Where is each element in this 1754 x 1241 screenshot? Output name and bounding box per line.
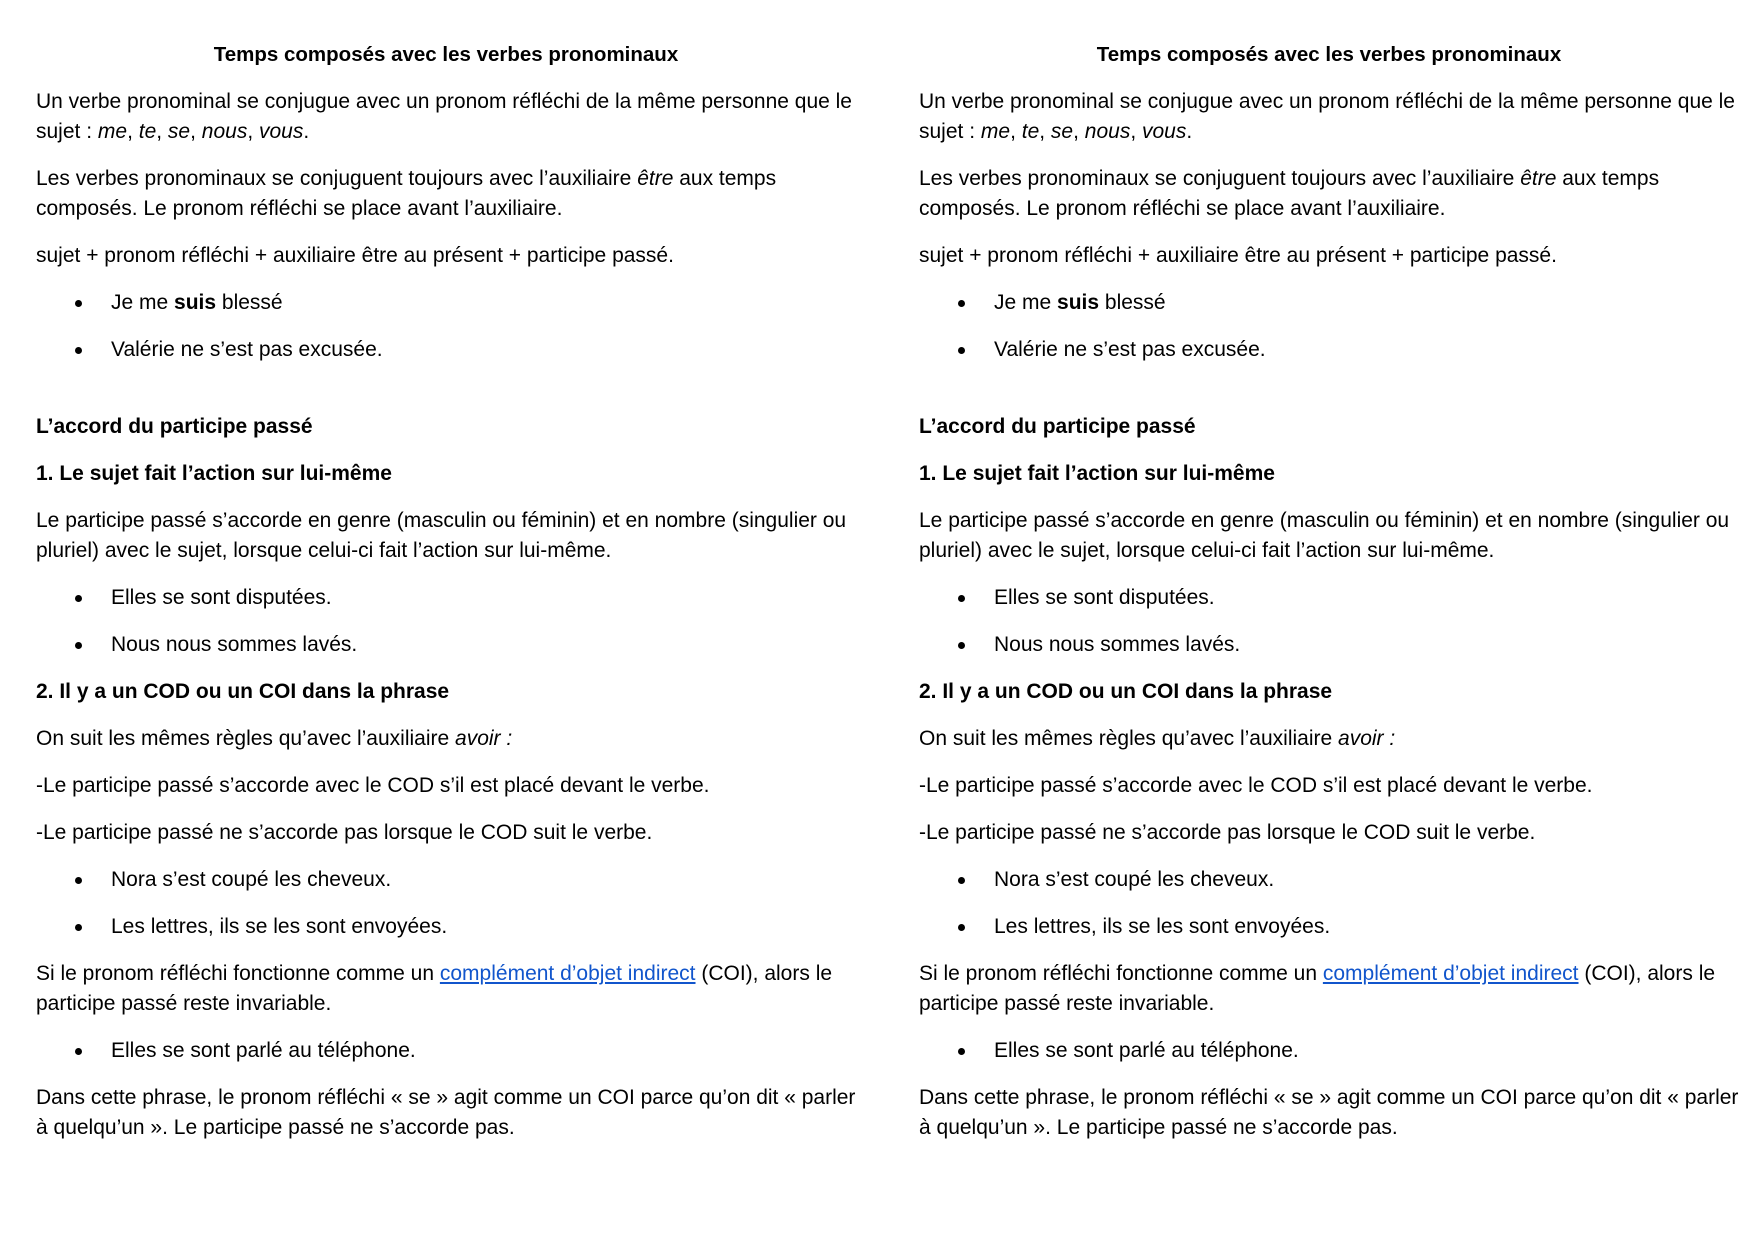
- pronoun-vous: vous: [259, 120, 304, 143]
- spacer: [919, 382, 1739, 412]
- left-column: [36, 40, 856, 1160]
- examples-list-1: [919, 288, 1739, 365]
- examples-list-2: [919, 583, 1739, 660]
- pronoun-me: me: [980, 120, 1011, 143]
- list-item: Elles se sont parlé au téléphone.: [919, 1036, 1739, 1066]
- list-item: Valérie ne s’est pas excusée.: [36, 335, 856, 365]
- coi-link[interactable]: complément d’objet indirect: [439, 962, 696, 985]
- examples-list-4: [36, 1036, 856, 1066]
- formula-line: sujet + pronom réfléchi + auxiliaire être au présent + participe passé.: [36, 244, 674, 267]
- pronoun-te: te: [138, 120, 157, 143]
- list-item: Les lettres, ils se les sont envoyées.: [919, 912, 1739, 942]
- subsection-2-line-2: -Le participe passé ne s’accorde pas lorsque le COD suit le verbe.: [919, 821, 1536, 844]
- auxiliary-paragraph: Les verbes pronominaux se conjuguent toujours avec l’auxiliaire être aux temps composés. Le pronom réfléchi se place avant l’auxiliaire.: [919, 167, 1660, 220]
- subsection-2-rule: On suit les mêmes règles qu’avec l’auxiliaire avoir :: [919, 727, 1396, 750]
- list-item: Elles se sont disputées.: [919, 583, 1739, 613]
- pronoun-te: te: [1021, 120, 1040, 143]
- coi-paragraph: Si le pronom réfléchi fonctionne comme un complément d’objet indirect (COI), alors le participe passé reste invariable.: [36, 962, 833, 1015]
- closing-paragraph: Dans cette phrase, le pronom réfléchi « se » agit comme un COI parce qu’on dit « parler à quelqu’un ». Le participe passé ne s’accorde pas.: [919, 1086, 1739, 1139]
- right-column: [919, 40, 1739, 1160]
- document-title: Temps composés avec les verbes pronominaux: [213, 43, 679, 66]
- list-item: Nous nous sommes lavés.: [919, 630, 1739, 660]
- section-heading: L’accord du participe passé: [919, 415, 1196, 438]
- list-item: Les lettres, ils se les sont envoyées.: [36, 912, 856, 942]
- subsection-heading-2: 2. Il y a un COD ou un COI dans la phrase: [36, 680, 450, 703]
- list-item: Elles se sont parlé au téléphone.: [36, 1036, 856, 1066]
- subsection-1-text: Le participe passé s’accorde en genre (masculin ou féminin) et en nombre (singulier ou pluriel) avec le sujet, lorsque celui-ci fait l’action sur lui-même.: [919, 509, 1730, 562]
- subsection-2-line-1: -Le participe passé s’accorde avec le COD s’il est placé devant le verbe.: [919, 774, 1593, 797]
- examples-list-2: [36, 583, 856, 660]
- list-item: Nous nous sommes lavés.: [36, 630, 856, 660]
- intro-paragraph: Un verbe pronominal se conjugue avec un pronom réfléchi de la même personne que le sujet : me, te, se, nous, vous.: [36, 90, 852, 143]
- pronoun-se: se: [1050, 120, 1074, 143]
- subsection-2-line-2: -Le participe passé ne s’accorde pas lorsque le COD suit le verbe.: [36, 821, 653, 844]
- list-item: Nora s’est coupé les cheveux.: [36, 865, 856, 895]
- examples-list-3: [36, 865, 856, 942]
- section-heading: L’accord du participe passé: [36, 415, 313, 438]
- pronoun-nous: nous: [201, 120, 248, 143]
- pronoun-nous: nous: [1084, 120, 1131, 143]
- subsection-2-rule: On suit les mêmes règles qu’avec l’auxiliaire avoir :: [36, 727, 513, 750]
- list-item: Je me suis blessé: [36, 288, 856, 318]
- list-item: Je me suis blessé: [919, 288, 1739, 318]
- pronoun-se: se: [167, 120, 191, 143]
- formula-line: sujet + pronom réfléchi + auxiliaire être au présent + participe passé.: [919, 244, 1557, 267]
- subsection-heading-1: 1. Le sujet fait l’action sur lui-même: [36, 462, 392, 485]
- list-item: Nora s’est coupé les cheveux.: [919, 865, 1739, 895]
- examples-list-4: [919, 1036, 1739, 1066]
- list-item: Valérie ne s’est pas excusée.: [919, 335, 1739, 365]
- closing-paragraph: Dans cette phrase, le pronom réfléchi « se » agit comme un COI parce qu’on dit « parler à quelqu’un ». Le participe passé ne s’accorde pas.: [36, 1086, 856, 1139]
- auxiliary-paragraph: Les verbes pronominaux se conjuguent toujours avec l’auxiliaire être aux temps composés. Le pronom réfléchi se place avant l’auxiliaire.: [36, 167, 777, 220]
- coi-paragraph: Si le pronom réfléchi fonctionne comme un complément d’objet indirect (COI), alors le participe passé reste invariable.: [919, 962, 1716, 1015]
- intro-paragraph: Un verbe pronominal se conjugue avec un pronom réfléchi de la même personne que le sujet : me, te, se, nous, vous.: [919, 90, 1735, 143]
- examples-list-3: [919, 865, 1739, 942]
- pronoun-me: me: [97, 120, 128, 143]
- subsection-1-text: Le participe passé s’accorde en genre (masculin ou féminin) et en nombre (singulier ou pluriel) avec le sujet, lorsque celui-ci fait l’action sur lui-même.: [36, 509, 847, 562]
- examples-list-1: [36, 288, 856, 365]
- document-title: Temps composés avec les verbes pronominaux: [1096, 43, 1562, 66]
- subsection-heading-2: 2. Il y a un COD ou un COI dans la phrase: [919, 680, 1333, 703]
- spacer: [36, 382, 856, 412]
- subsection-heading-1: 1. Le sujet fait l’action sur lui-même: [919, 462, 1275, 485]
- subsection-2-line-1: -Le participe passé s’accorde avec le COD s’il est placé devant le verbe.: [36, 774, 710, 797]
- pronoun-vous: vous: [1142, 120, 1187, 143]
- coi-link[interactable]: complément d’objet indirect: [1322, 962, 1579, 985]
- list-item: Elles se sont disputées.: [36, 583, 856, 613]
